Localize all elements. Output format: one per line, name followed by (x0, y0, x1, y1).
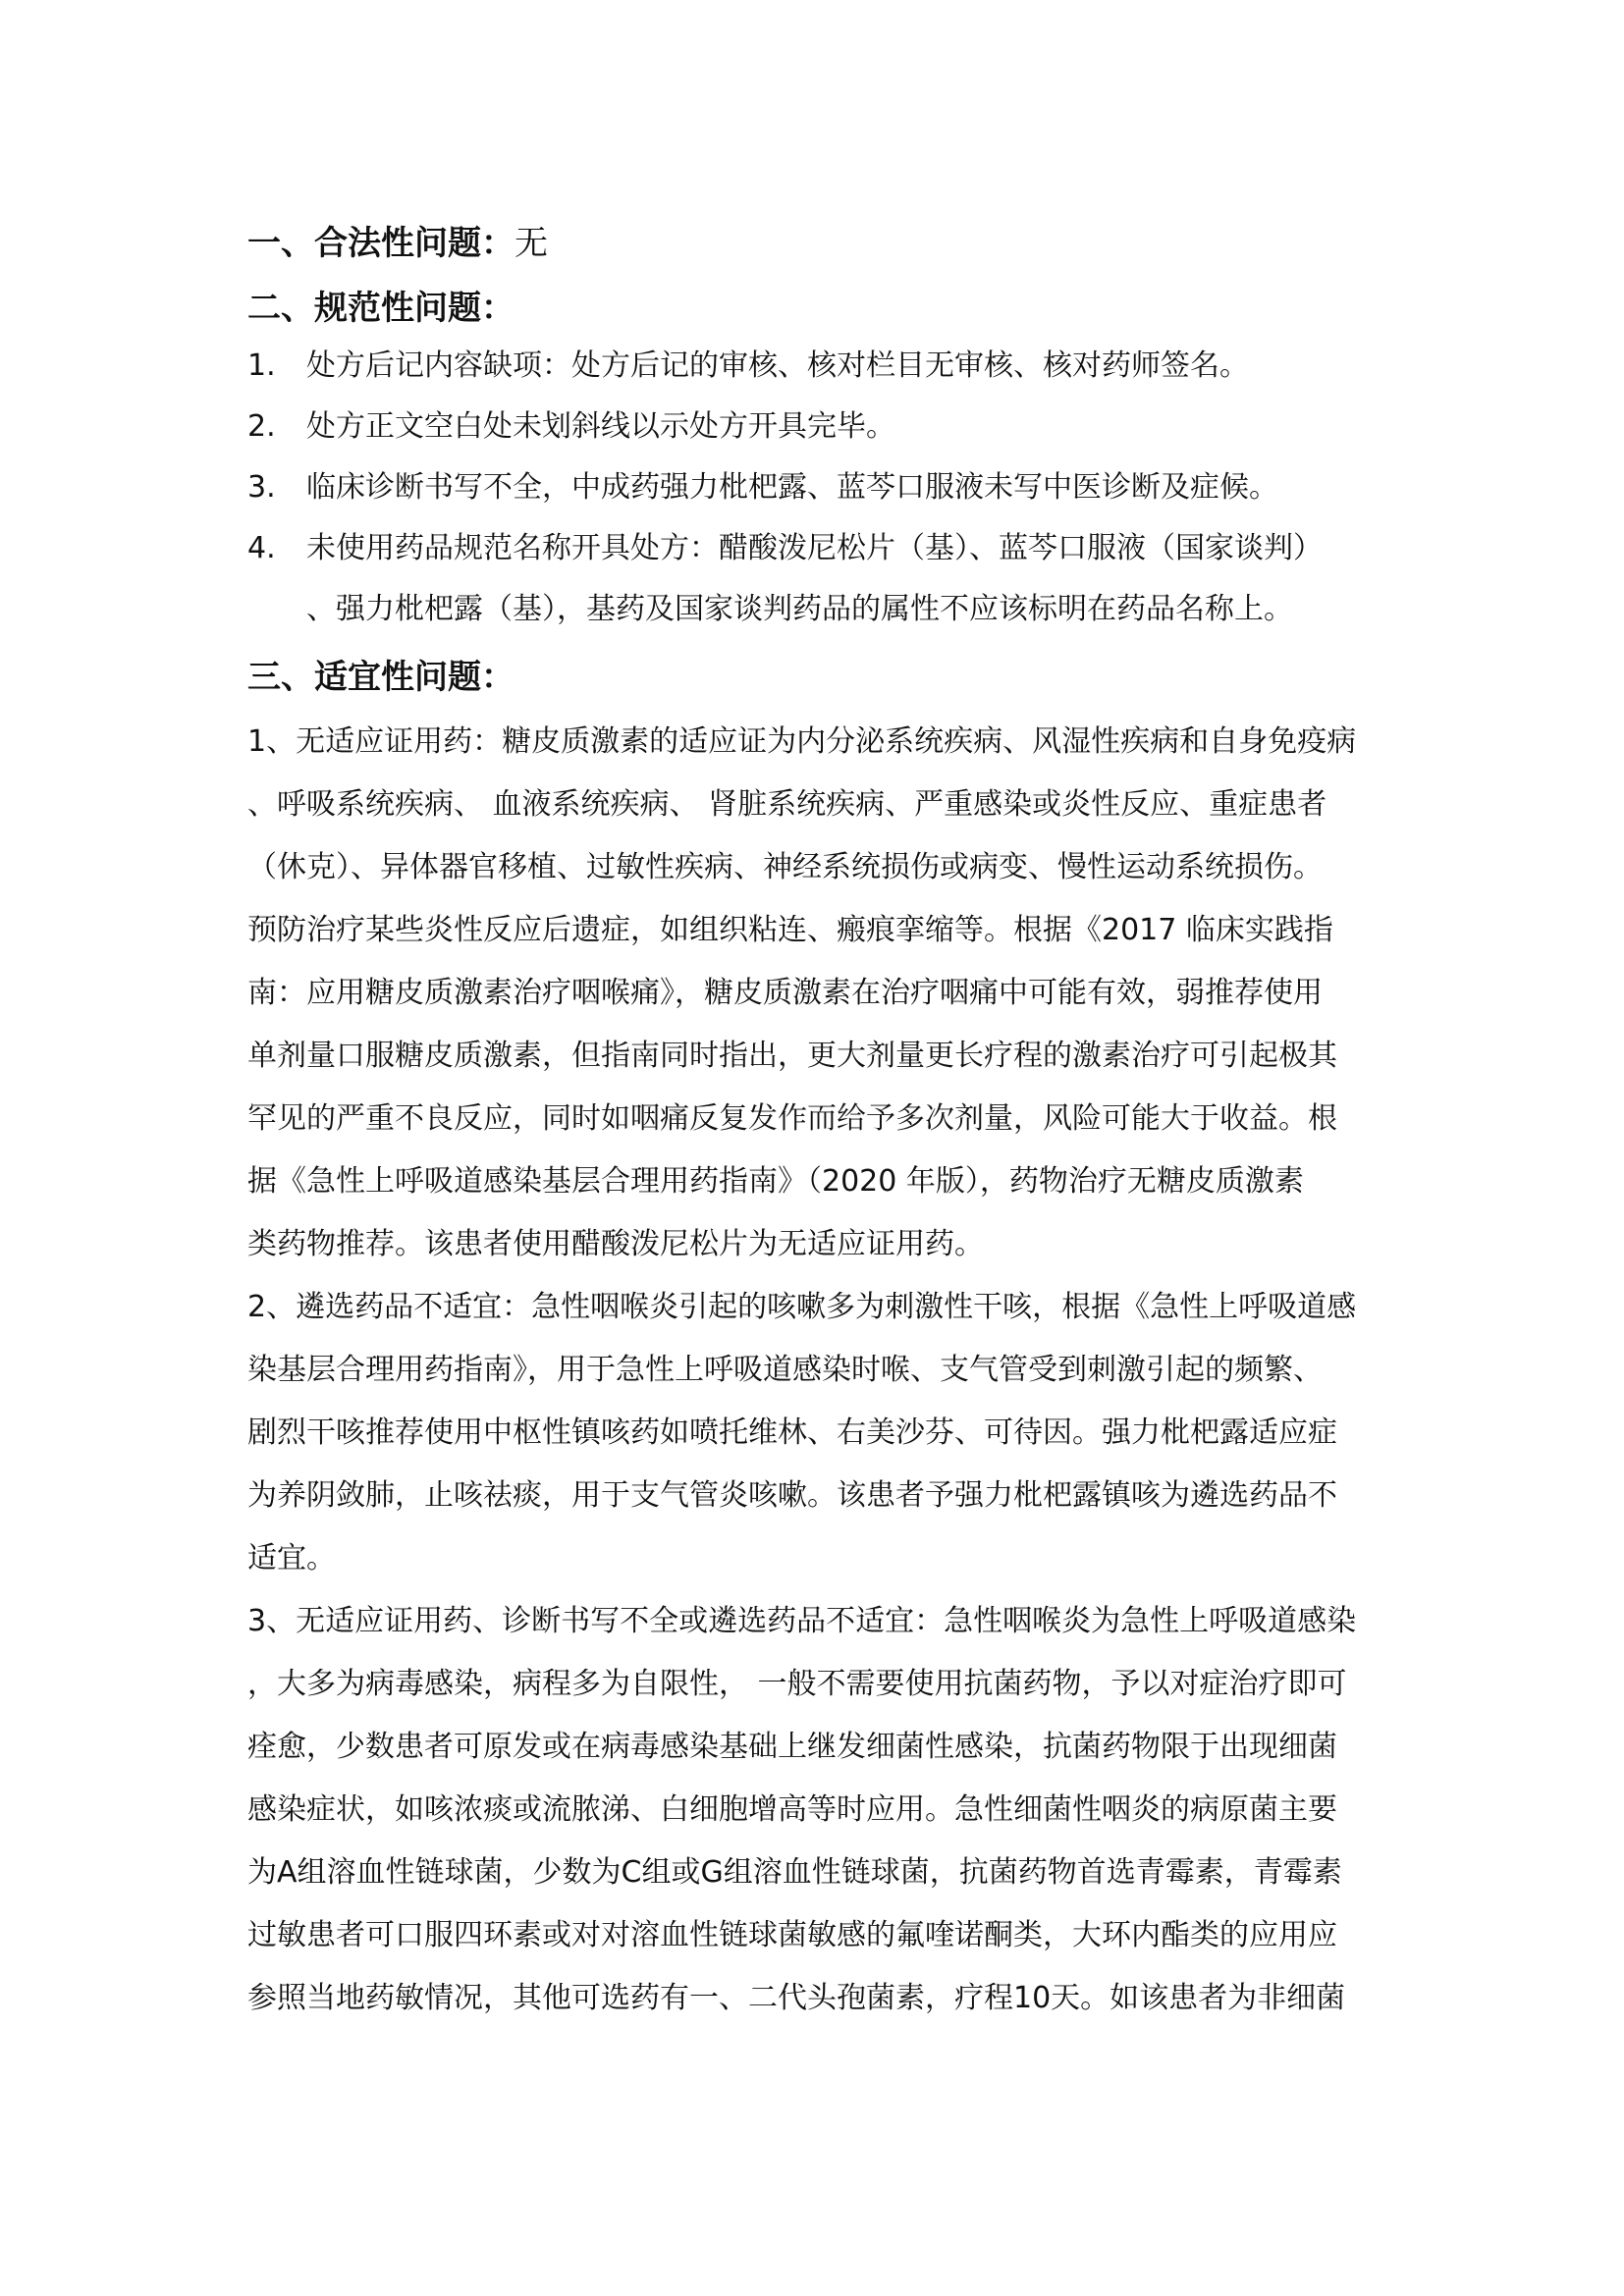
paragraph-line: ，大多为病毒感染，病程多为自限性， 一般不需要使用抗菌药物，予以对症治疗即可 (247, 1667, 1347, 1701)
paragraph-line: 据《急性上呼吸道感染基层合理用药指南》（2020 年版），药物治疗无糖皮质激素 (247, 1164, 1304, 1199)
paragraph-line: 南：应用糖皮质激素治疗咽喉痛》，糖皮质激素在治疗咽痛中可能有效，弱推荐使用 (247, 976, 1323, 1010)
paragraph-line: 类药物推荐。该患者使用醋酸泼尼松片为无适应证用药。 (247, 1227, 984, 1261)
paragraph-line: 感染症状，如咳浓痰或流脓涕、白细胞增高等时应用。急性细菌性咽炎的病原菌主要 (247, 1792, 1337, 1827)
list-item-line: 、强力枇杷露（基），基药及国家谈判药品的属性不应该标明在药品名称上。 (306, 592, 1293, 626)
list-item-line: 处方正文空白处未划斜线以示处方开具完毕。 (306, 409, 895, 444)
document-page (247, 218, 1386, 2030)
appropriateness-paragraph-3 (247, 1590, 1386, 2030)
paragraph-line: 为养阴敛肺，止咳祛痰，用于支气管炎咳嗽。该患者予强力枇杷露镇咳为遴选药品不 (247, 1478, 1337, 1513)
list-item-line: 未使用药品规范名称开具处方：醋酸泼尼松片（基）、蓝芩口服液（国家谈判） (306, 531, 1323, 565)
paragraph-line: 、呼吸系统疾病、 血液系统疾病、 肾脏系统疾病、严重感染或炎性反应、重症患者 (247, 787, 1327, 822)
paragraph-line: 过敏患者可口服四环素或对对溶血性链球菌敏感的氟喹诺酮类，大环内酯类的应用应 (247, 1918, 1337, 1952)
paragraph-line: 3、无适应证用药、诊断书写不全或遴选药品不适宜：急性咽喉炎为急性上呼吸道感染 (247, 1604, 1357, 1638)
paragraph-line: 适宜。 (247, 1541, 336, 1575)
paragraph-line: 剧烈干咳推荐使用中枢性镇咳药如喷托维林、右美沙芬、可待因。强力枇杷露适应症 (247, 1415, 1337, 1450)
section-legality-value: 无 (514, 224, 548, 263)
appropriateness-paragraph-2 (247, 1276, 1386, 1590)
list-item-line: 临床诊断书写不全，中成药强力枇杷露、蓝芩口服液未写中医诊断及症候。 (306, 470, 1278, 505)
section-legality-heading (247, 218, 1386, 269)
list-item (247, 397, 1386, 457)
list-item (247, 457, 1386, 518)
list-item-number: 1. (247, 348, 276, 383)
paragraph-line: 预防治疗某些炎性反应后遗症，如组织粘连、瘢痕挛缩等。根据《2017 临床实践指 (247, 913, 1333, 947)
paragraph-line: 罕见的严重不良反应，同时如咽痛反复发作而给予多次剂量，风险可能大于收益。根 (247, 1101, 1337, 1136)
paragraph-line: 痊愈，少数患者可原发或在病毒感染基础上继发细菌性感染，抗菌药物限于出现细菌 (247, 1730, 1337, 1764)
list-item (247, 518, 1386, 640)
paragraph-line: 单剂量口服糖皮质激素，但指南同时指出，更大剂量更长疗程的激素治疗可引起极其 (247, 1039, 1337, 1073)
list-item-number: 2. (247, 409, 276, 444)
list-item (247, 336, 1386, 397)
paragraph-line: 参照当地药敏情况，其他可选药有一、二代头孢菌素，疗程10天。如该患者为非细菌 (247, 1981, 1346, 2015)
section-legality-title: 一、合法性问题： (247, 224, 514, 263)
section-standard-heading: 二、规范性问题： (247, 289, 514, 328)
paragraph-line: 2、遴选药品不适宜：急性咽喉炎引起的咳嗽多为刺激性干咳，根据《急性上呼吸道感 (247, 1290, 1357, 1324)
paragraph-line: 为A组溶血性链球菌，少数为C组或G组溶血性链球菌，抗菌药物首选青霉素，青霉素 (247, 1855, 1342, 1890)
list-item-number: 4. (247, 531, 276, 565)
list-item-line: 处方后记内容缺项：处方后记的审核、核对栏目无审核、核对药师签名。 (306, 348, 1249, 383)
standard-issues-list (247, 336, 1386, 640)
appropriateness-paragraph-1 (247, 711, 1386, 1276)
paragraph-line: 染基层合理用药指南》，用于急性上呼吸道感染时喉、支气管受到刺激引起的频繁、 (247, 1353, 1323, 1387)
section-appropriateness-heading: 三、适宜性问题： (247, 658, 514, 697)
list-item-number: 3. (247, 470, 276, 505)
paragraph-line: （休克）、异体器官移植、过敏性疾病、神经系统损伤或病变、慢性运动系统损伤。 (247, 850, 1323, 884)
paragraph-line: 1、无适应证用药：糖皮质激素的适应证为内分泌系统疾病、风湿性疾病和自身免疫病 (247, 724, 1357, 759)
